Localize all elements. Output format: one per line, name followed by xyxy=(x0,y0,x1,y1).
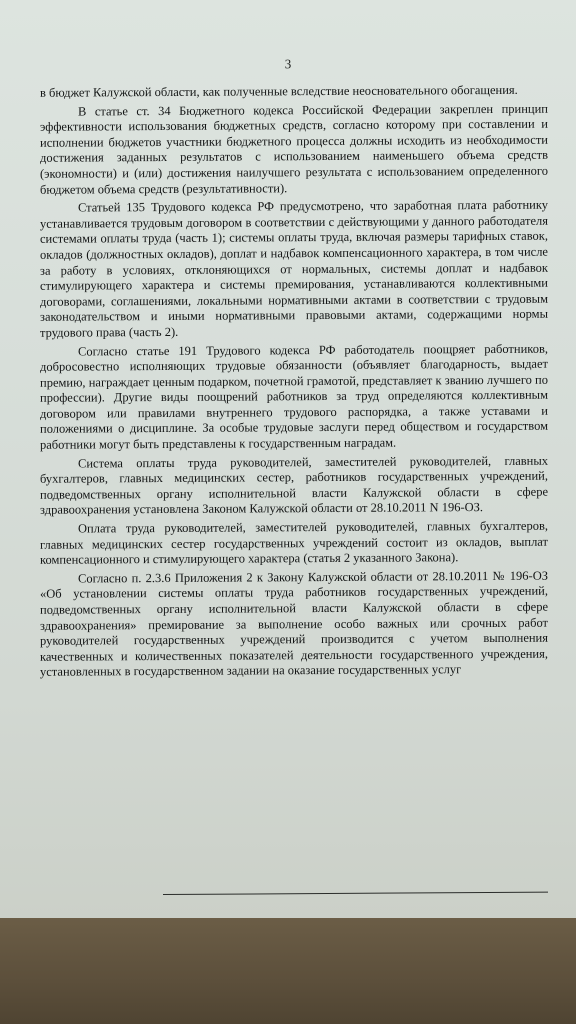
paragraph: Согласно статье 191 Трудового кодекса РФ работодатель поощряет работников, добросовестно исполняющих трудовые обязанности (объявляет благодарность, выдает премию, награждает ценным подарком, почетной грамотой, представляет к званию лучшего по профессии). Другие виды поощрений работников за труд определяются коллективным договором или правилами внутреннего трудового распорядка, а также уставами и положениями о дисциплине. За особые трудовые заслуги перед обществом и государством работники могут быть представлены к государственным наградам. xyxy=(40,341,548,452)
document-body xyxy=(40,83,548,681)
paragraph: Согласно п. 2.3.6 Приложения 2 к Закону Калужской области от 28.10.2011 № 196-ОЗ «Об установлении системы оплаты труда работников государственных учреждений, подведомственных органу исполнительной власти Калужской области в сфере здравоохранения» премирование за выполнение особо важных или срочных работ руководителей государственных учреждений производится с учетом выполнения качественных и количественных показателей деятельности государственного учреждения, установленных в государственном задании на оказание государственных услуг xyxy=(40,568,548,680)
desk-surface xyxy=(0,918,576,1024)
paragraph: Оплата труда руководителей, заместителей руководителей, главных бухгалтеров, главных медицинских сестер государственных учреждений состоит из окладов, выплат компенсационного и стимулирующего характера (статья 2 указанного Закона). xyxy=(40,518,548,567)
paragraph: Система оплаты труда руководителей, заместителей руководителей, главных бухгалтеров, главных медицинских сестер, работников государственных учреждений, подведомственных органу исполнительной власти Калужской области в сфере здравоохранения установлена Законом Калужской области от 28.10.2011 N 196-ОЗ. xyxy=(40,453,548,518)
paragraph: в бюджет Калужской области, как полученные вследствие неосновательного обогащения. xyxy=(40,82,518,100)
paragraph: В статье ст. 34 Бюджетного кодекса Российской Федерации закреплен принцип эффективности использования бюджетных средств, согласно которому при составлении и исполнении бюджетов участники бюджетного процесса должны исходить из необходимости достижения заданных результатов с использованием наименьшего объема средств (экономности) и (или) достижения наилучшего результата с использованием определенного бюджетом объема средств (результативности). xyxy=(40,101,548,197)
footer-rule xyxy=(163,892,548,895)
paragraph: Статьей 135 Трудового кодекса РФ предусмотрено, что заработная плата работнику устанавливается трудовым договором в соответствии с действующими у данного работодателя системами оплаты труда (часть 1); системы оплаты труда, включая размеры тарифных ставок, окладов (должностных окладов), доплат и надбавок компенсационного характера, в том числе за работу в условиях, отклоняющихся от нормальных, системы доплат и надбавок стимулирующего характера и системы премирования, устанавливаются коллективными договорами, соглашениями, локальными нормативными актами в соответствии с трудовым законодательством и иными нормативными правовыми актами, содержащими нормы трудового права (часть 2). xyxy=(40,197,548,340)
page-number: 3 xyxy=(284,56,292,72)
